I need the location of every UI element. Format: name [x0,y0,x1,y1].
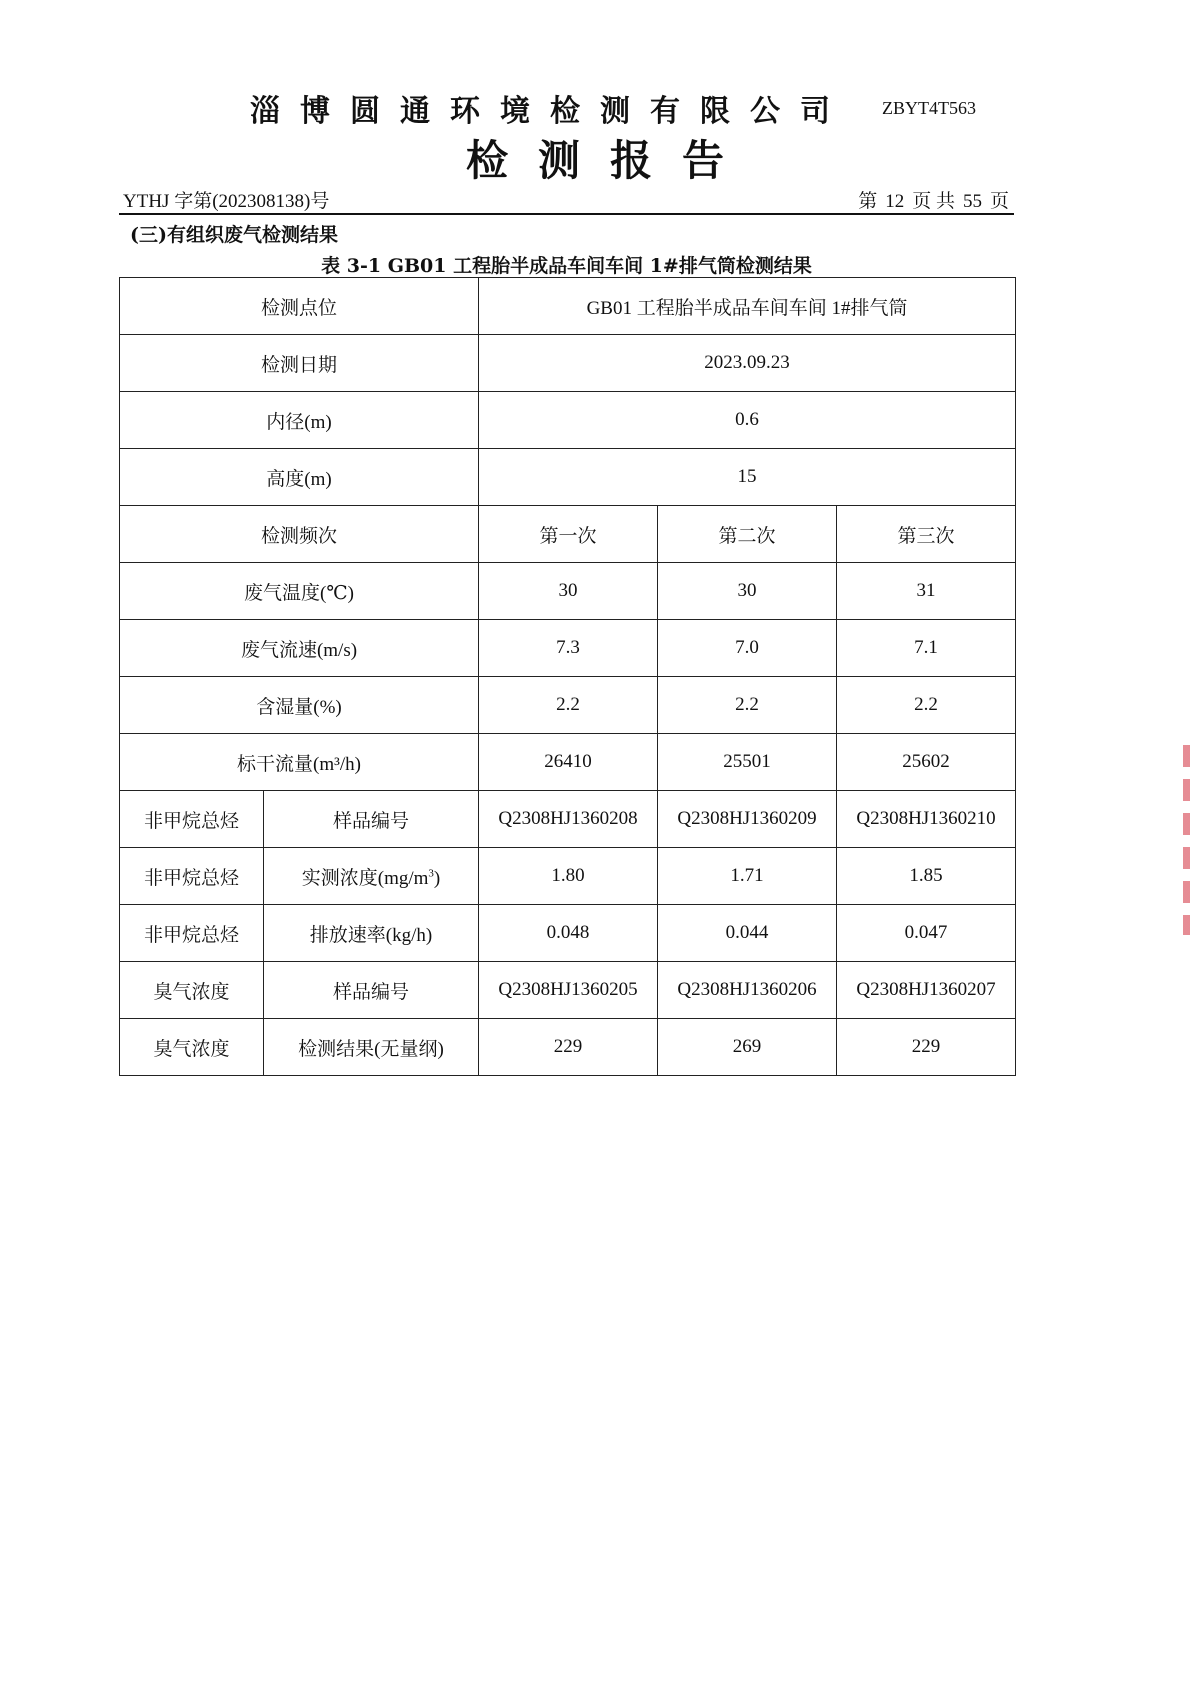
odor-name: 臭气浓度 [120,1019,264,1076]
page-indicator [854,186,1013,213]
frequency-2: 第二次 [658,506,837,563]
page-prefix: 第 [858,191,878,212]
nmhc-name: 非甲烷总烃 [120,905,264,962]
date-value: 2023.09.23 [479,335,1016,392]
table-cell: Q2308HJ1360207 [837,962,1016,1019]
table-cell: 2.2 [479,677,658,734]
table-row [120,506,1016,563]
table-row [120,1019,1016,1076]
table-row [120,962,1016,1019]
document-code: ZBYT4T563 [882,98,976,118]
table-cell: 1.80 [479,848,658,905]
report-title: 检测报告 [465,136,754,185]
nmhc-rate-label: 排放速率(kg/h) [264,905,479,962]
table-cell: 7.0 [658,620,837,677]
table-cell: Q2308HJ1360205 [479,962,658,1019]
seal-stamp-edge [1183,745,1190,935]
table-row [120,848,1016,905]
table-cell: 0.044 [658,905,837,962]
table-cell: 2.2 [837,677,1016,734]
height-value: 15 [479,449,1016,506]
table-cell: Q2308HJ1360208 [479,791,658,848]
page-current: 12 [885,191,905,212]
diameter-label: 内径(m) [120,392,479,449]
table-row [120,335,1016,392]
nmhc-name: 非甲烷总烃 [120,791,264,848]
frequency-1: 第一次 [479,506,658,563]
table-cell: 229 [837,1019,1016,1076]
table-cell: 2.2 [658,677,837,734]
odor-result-label: 检测结果(无量纲) [264,1019,479,1076]
header-rule [119,213,1014,215]
table-cell: 1.85 [837,848,1016,905]
table-cell: 25501 [658,734,837,791]
flow-label: 标干流量(m³/h) [120,734,479,791]
table-row [120,734,1016,791]
table-row [120,620,1016,677]
table-row [120,392,1016,449]
table-row [120,905,1016,962]
table-cell: 30 [479,563,658,620]
table-row [120,449,1016,506]
results-table [119,277,1016,1076]
site-label: 检测点位 [120,278,479,335]
table-cell: 30 [658,563,837,620]
table-cell: 26410 [479,734,658,791]
table-cell: 0.047 [837,905,1016,962]
section-title: (三)有组织废气检测结果 [130,224,338,246]
nmhc-name: 非甲烷总烃 [120,848,264,905]
report-number: YTHJ 字第(202308138)号 [123,191,330,212]
diameter-value: 0.6 [479,392,1016,449]
site-value: GB01 工程胎半成品车间车间 1#排气筒 [479,278,1016,335]
table-cell: Q2308HJ1360210 [837,791,1016,848]
company-name: 淄博圆通环境检测有限公司 [250,94,850,129]
page-total: 55 [962,191,982,212]
table-row [120,563,1016,620]
table-cell: Q2308HJ1360209 [658,791,837,848]
table-cell: 7.1 [837,620,1016,677]
temperature-label: 废气温度(℃) [120,563,479,620]
table-row [120,278,1016,335]
table-caption: 表 3-1 GB01 工程胎半成品车间车间 1#排气筒检测结果 [321,255,812,277]
table-cell: 0.048 [479,905,658,962]
concentration-unit-superscript: 3 [428,867,434,880]
odor-sample-label: 样品编号 [264,962,479,1019]
date-label: 检测日期 [120,335,479,392]
nmhc-sample-label: 样品编号 [264,791,479,848]
table-row [120,677,1016,734]
frequency-3: 第三次 [837,506,1016,563]
concentration-label-close: ) [433,867,441,889]
nmhc-concentration-label [264,848,479,905]
table-cell: 7.3 [479,620,658,677]
height-label: 高度(m) [120,449,479,506]
page-suffix: 页 [989,191,1009,212]
odor-name: 臭气浓度 [120,962,264,1019]
moisture-label: 含湿量(%) [120,677,479,734]
table-cell: 25602 [837,734,1016,791]
table-row [120,791,1016,848]
velocity-label: 废气流速(m/s) [120,620,479,677]
page-mid: 页 共 [912,191,955,212]
concentration-label-text: 实测浓度(mg/m [301,867,429,889]
table-cell: 1.71 [658,848,837,905]
frequency-label: 检测频次 [120,506,479,563]
table-cell: 269 [658,1019,837,1076]
table-cell: Q2308HJ1360206 [658,962,837,1019]
table-cell: 229 [479,1019,658,1076]
table-cell: 31 [837,563,1016,620]
